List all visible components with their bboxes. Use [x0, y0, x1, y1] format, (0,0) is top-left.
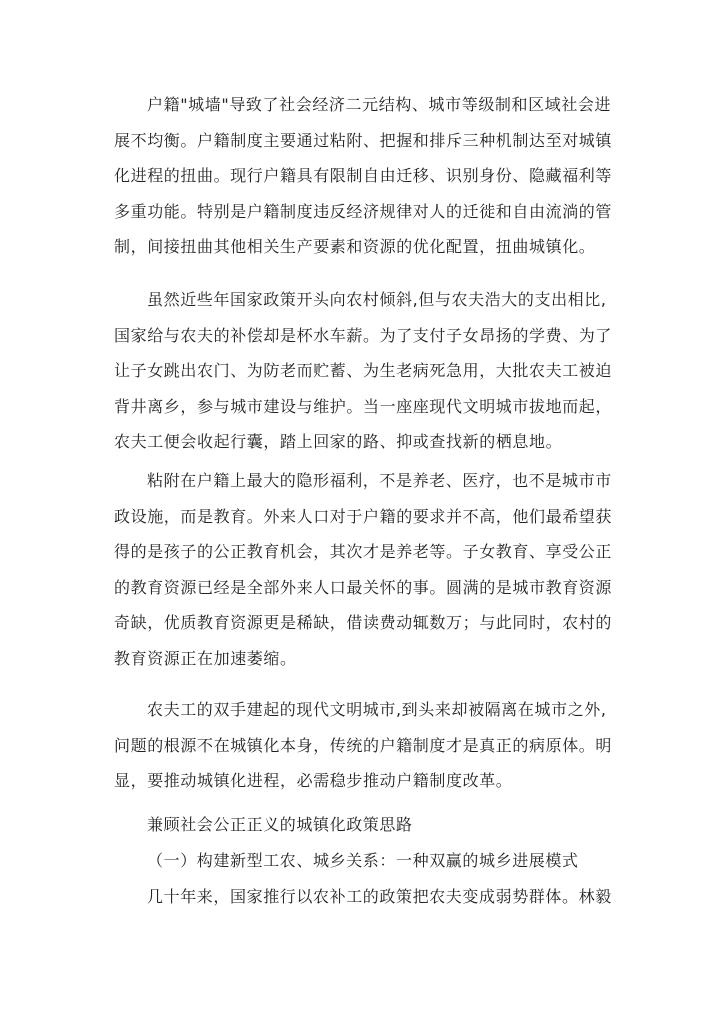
- text-line: 奇缺，优质教育资源更是稀缺，借读费动辄数万；与此同时，农村的: [114, 613, 613, 633]
- text-line: 得的是孩子的公正教育机会，其次才是养老等。子女教育、享受公正: [114, 542, 613, 562]
- text-line: 国家给与农夫的补偿却是杯水车薪。为了支付子女昂扬的学费、为了: [114, 325, 613, 345]
- text-line: 制，间接扭曲其他相关生产要素和资源的优化配置，扭曲城镇化。: [114, 237, 596, 257]
- paragraph-education-welfare: [114, 463, 613, 677]
- subsection-heading: [114, 843, 606, 879]
- text-line: 展不均衡。户籍制度主要通过粘附、把握和排斥三种机制达至对城镇: [114, 130, 613, 150]
- text-line: 户籍"城墙"导致了社会经济二元结构、城市等级制和区域社会进: [147, 95, 612, 114]
- text-line: 问题的根源不在城镇化本身，传统的户籍制度才是真正的病原体。明: [114, 735, 613, 755]
- text-line: 农夫工的双手建起的现代文明城市,到头来却被隔离在城市之外,: [147, 700, 607, 719]
- text-line: 背井离乡，参与城市建设与维护。当一座座现代文明城市拔地而起，: [114, 396, 613, 416]
- subheading-text: （一）构建新型工农、城乡关系：一种双赢的城乡进展模式: [147, 851, 579, 870]
- text-line: 粘附在户籍上最大的隐形福利，不是养老、医疗，也不是城市市: [147, 471, 612, 490]
- text-line: 多重功能。特别是户籍制度违反经济规律对人的迁徙和自由流淌的管: [114, 201, 613, 221]
- text-line: 让子女跳出农门、为防老而贮蓄、为生老病死急用，大批农夫工被迫: [114, 361, 613, 381]
- text-line: 的教育资源已经是全部外来人口最关怀的事。圆满的是城市教育资源: [114, 577, 613, 597]
- paragraph-migrant-workers: [114, 282, 613, 460]
- paragraph-hukou-wall: [114, 87, 613, 265]
- paragraph-policy-history: [114, 879, 612, 915]
- text-line: 政设施，而是教育。外来人口对于户籍的要求并不高，他们最希望获: [114, 506, 613, 526]
- text-line: 化进程的扭曲。现行户籍具有限制自由迁移、识别身份、隐藏福利等: [114, 166, 613, 186]
- heading-text: 兼顾社会公正正义的城镇化政策思路: [147, 815, 413, 834]
- text-line: 农夫工便会收起行囊，踏上回家的路、抑或查找新的栖息地。: [114, 432, 563, 452]
- paragraph-reform-need: [114, 692, 613, 799]
- text-line: 教育资源正在加速萎缩。: [114, 648, 297, 668]
- text-line: 显，要推动城镇化进程，必需稳步推动户籍制度改革。: [114, 771, 513, 791]
- text-line: 虽然近些年国家政策开头向农村倾斜,但与农夫浩大的支出相比,: [147, 290, 607, 309]
- text-line: 几十年来，国家推行以农补工的政策把农夫变成弱势群体。林毅: [147, 887, 612, 906]
- section-heading: [114, 807, 606, 843]
